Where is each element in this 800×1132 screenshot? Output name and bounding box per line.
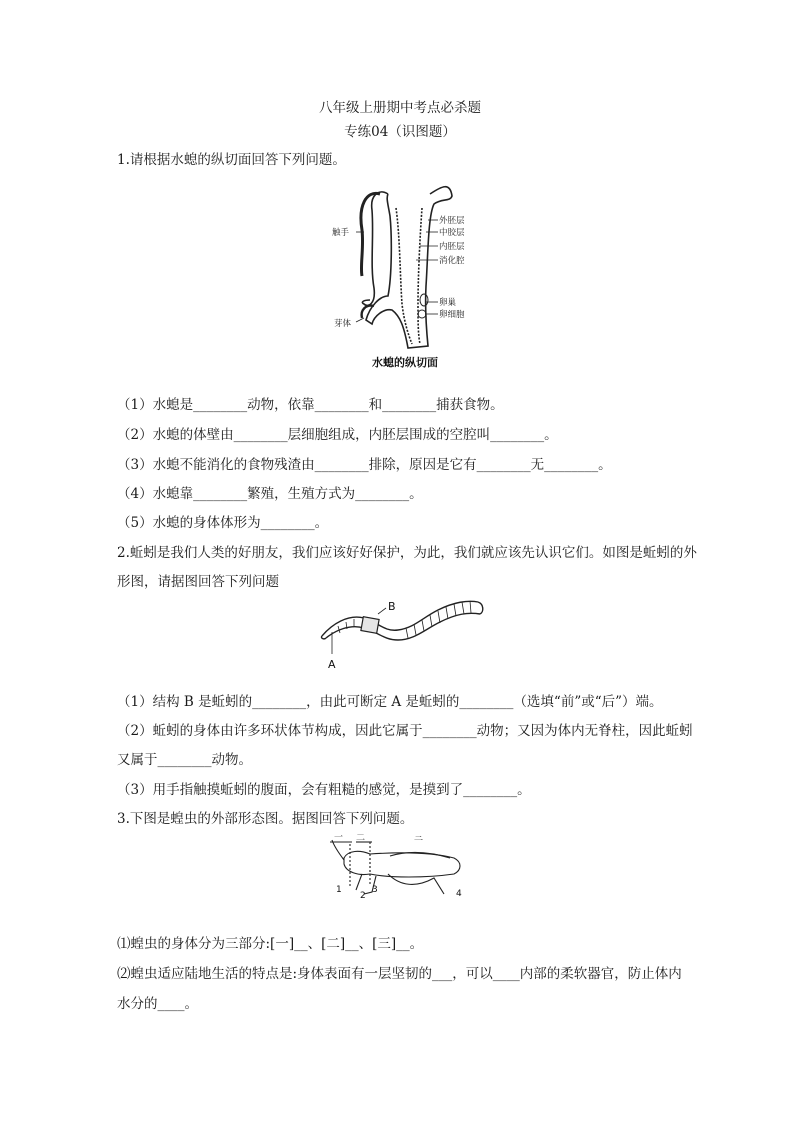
question-1-item-3: （3）水螅不能消化的食物残渣由________排除，原因是它有________无________。 — [117, 457, 612, 473]
label-egg-cell: 卵细胞 — [439, 310, 465, 320]
question-2-stem-line-1: 2.蚯蚓是我们人类的好朋友，我们应该好好保护，为此，我们就应该先认识它们。如图是蚯蚓的外 — [117, 545, 697, 561]
hydra-figure — [330, 176, 480, 376]
page-subtitle: 专练04（识图题） — [344, 124, 456, 140]
label-segment-2: 二 — [356, 834, 366, 843]
label-number-4: 4 — [456, 889, 462, 899]
label-segment-1: 一 — [334, 834, 344, 843]
question-2-item-2: （2）蚯蚓的身体由许多环状体节构成，因此它属于________动物；又因为体内无脊柱，因此蚯蚓 — [117, 723, 693, 739]
label-ovary: 卵巢 — [439, 298, 457, 308]
question-3-item-2-continued: 水分的____。 — [117, 996, 198, 1012]
locust-figure — [330, 834, 470, 904]
label-number-3: 3 — [372, 885, 378, 895]
question-2-item-3: （3）用手指触摸蚯蚓的腹面，会有粗糙的感觉，是摸到了________。 — [117, 782, 531, 798]
earthworm-figure — [318, 596, 488, 676]
label-endoderm: 内胚层 — [439, 242, 465, 252]
question-2-item-2-continued: 又属于________动物。 — [117, 752, 252, 768]
question-3-item-1: ⑴蝗虫的身体分为三部分:[一]__、[二]__、[三]__。 — [117, 936, 424, 952]
label-bud: 芽体 — [334, 319, 352, 329]
label-b: B — [388, 600, 396, 613]
label-tentacle: 触手 — [332, 228, 350, 238]
question-1-item-4: （4）水螅靠________繁殖，生殖方式为________。 — [117, 486, 423, 502]
question-2-stem-line-2: 形图，请据图回答下列问题 — [117, 574, 279, 590]
question-1-item-5: （5）水螅的身体体形为________。 — [117, 515, 329, 531]
label-ectoderm: 外胚层 — [439, 216, 465, 226]
label-a: A — [328, 658, 336, 671]
question-1-stem: 1.请根据水螅的纵切面回答下列问题。 — [117, 152, 346, 168]
label-segment-3: 三 — [414, 834, 424, 843]
question-3-item-2: ⑵蝗虫适应陆地生活的特点是:身体表面有一层坚韧的___，可以____内部的柔软器官，防止体内 — [117, 966, 682, 982]
question-1-item-2: （2）水螅的体壁由________层细胞组成，内胚层围成的空腔叫________。 — [117, 427, 558, 443]
label-digestive-cavity: 消化腔 — [439, 256, 465, 266]
label-number-1: 1 — [336, 885, 342, 895]
label-mesoglea: 中胶层 — [439, 228, 465, 238]
question-3-stem: 3.下图是蝗虫的外部形态图。据图回答下列问题。 — [117, 811, 414, 827]
label-number-2: 2 — [360, 891, 366, 901]
question-1-item-1: （1）水螅是________动物，依靠________和________捕获食物。 — [117, 397, 504, 413]
question-2-item-1: （1）结构 B 是蚯蚓的________，由此可断定 A 是蚯蚓的________（选填“前”或“后”）端。 — [117, 694, 663, 710]
page-title: 八年级上册期中考点必杀题 — [319, 100, 481, 116]
hydra-caption: 水螅的纵切面 — [372, 356, 438, 369]
